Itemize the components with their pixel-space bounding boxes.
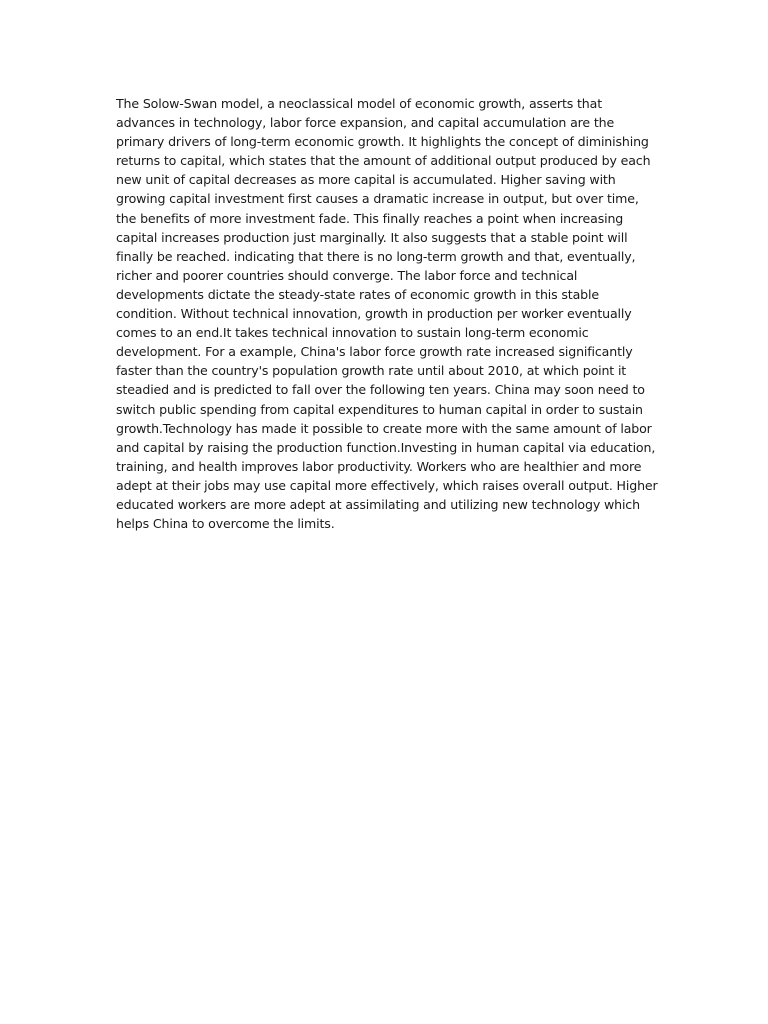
body-paragraph: The Solow-Swan model, a neoclassical model of economic growth, asserts that advances in technology, labor force expansion, and capital accumulation are the primary drivers of long-term economic growth. It highlights the concept of diminishing returns to capital, which states that the amount of additional output produced by each new unit of capital decreases as more capital is accumulated. Higher saving with growing capital investment first causes a dramatic increase in output, but over time, the benefits of more investment fade. This finally reaches a point when increasing capital increases production just marginally. It also suggests that a stable point will finally be reached. indicating that there is no long-term growth and that, eventually, richer and poorer countries should converge. The labor force and technical developments dictate the steady-state rates of economic growth in this stable condition. Without technical innovation, growth in production per worker eventually comes to an end.It takes technical innovation to sustain long-term economic development. For a example, China's labor force growth rate increased significantly faster than the country's population growth rate until about 2010, at which point it steadied and is predicted to fall over the following ten years. China may soon need to switch public spending from capital expenditures to human capital in order to sustain growth.Technology has made it possible to create more with the same amount of labor and capital by raising the production function.Investing in human capital via education, training, and health improves labor productivity. Workers who are healthier and more adept at their jobs may use capital more effectively, which raises overall output. Higher educated workers are more adept at assimilating and utilizing new technology which helps China to overcome the limits. [116,96,658,532]
